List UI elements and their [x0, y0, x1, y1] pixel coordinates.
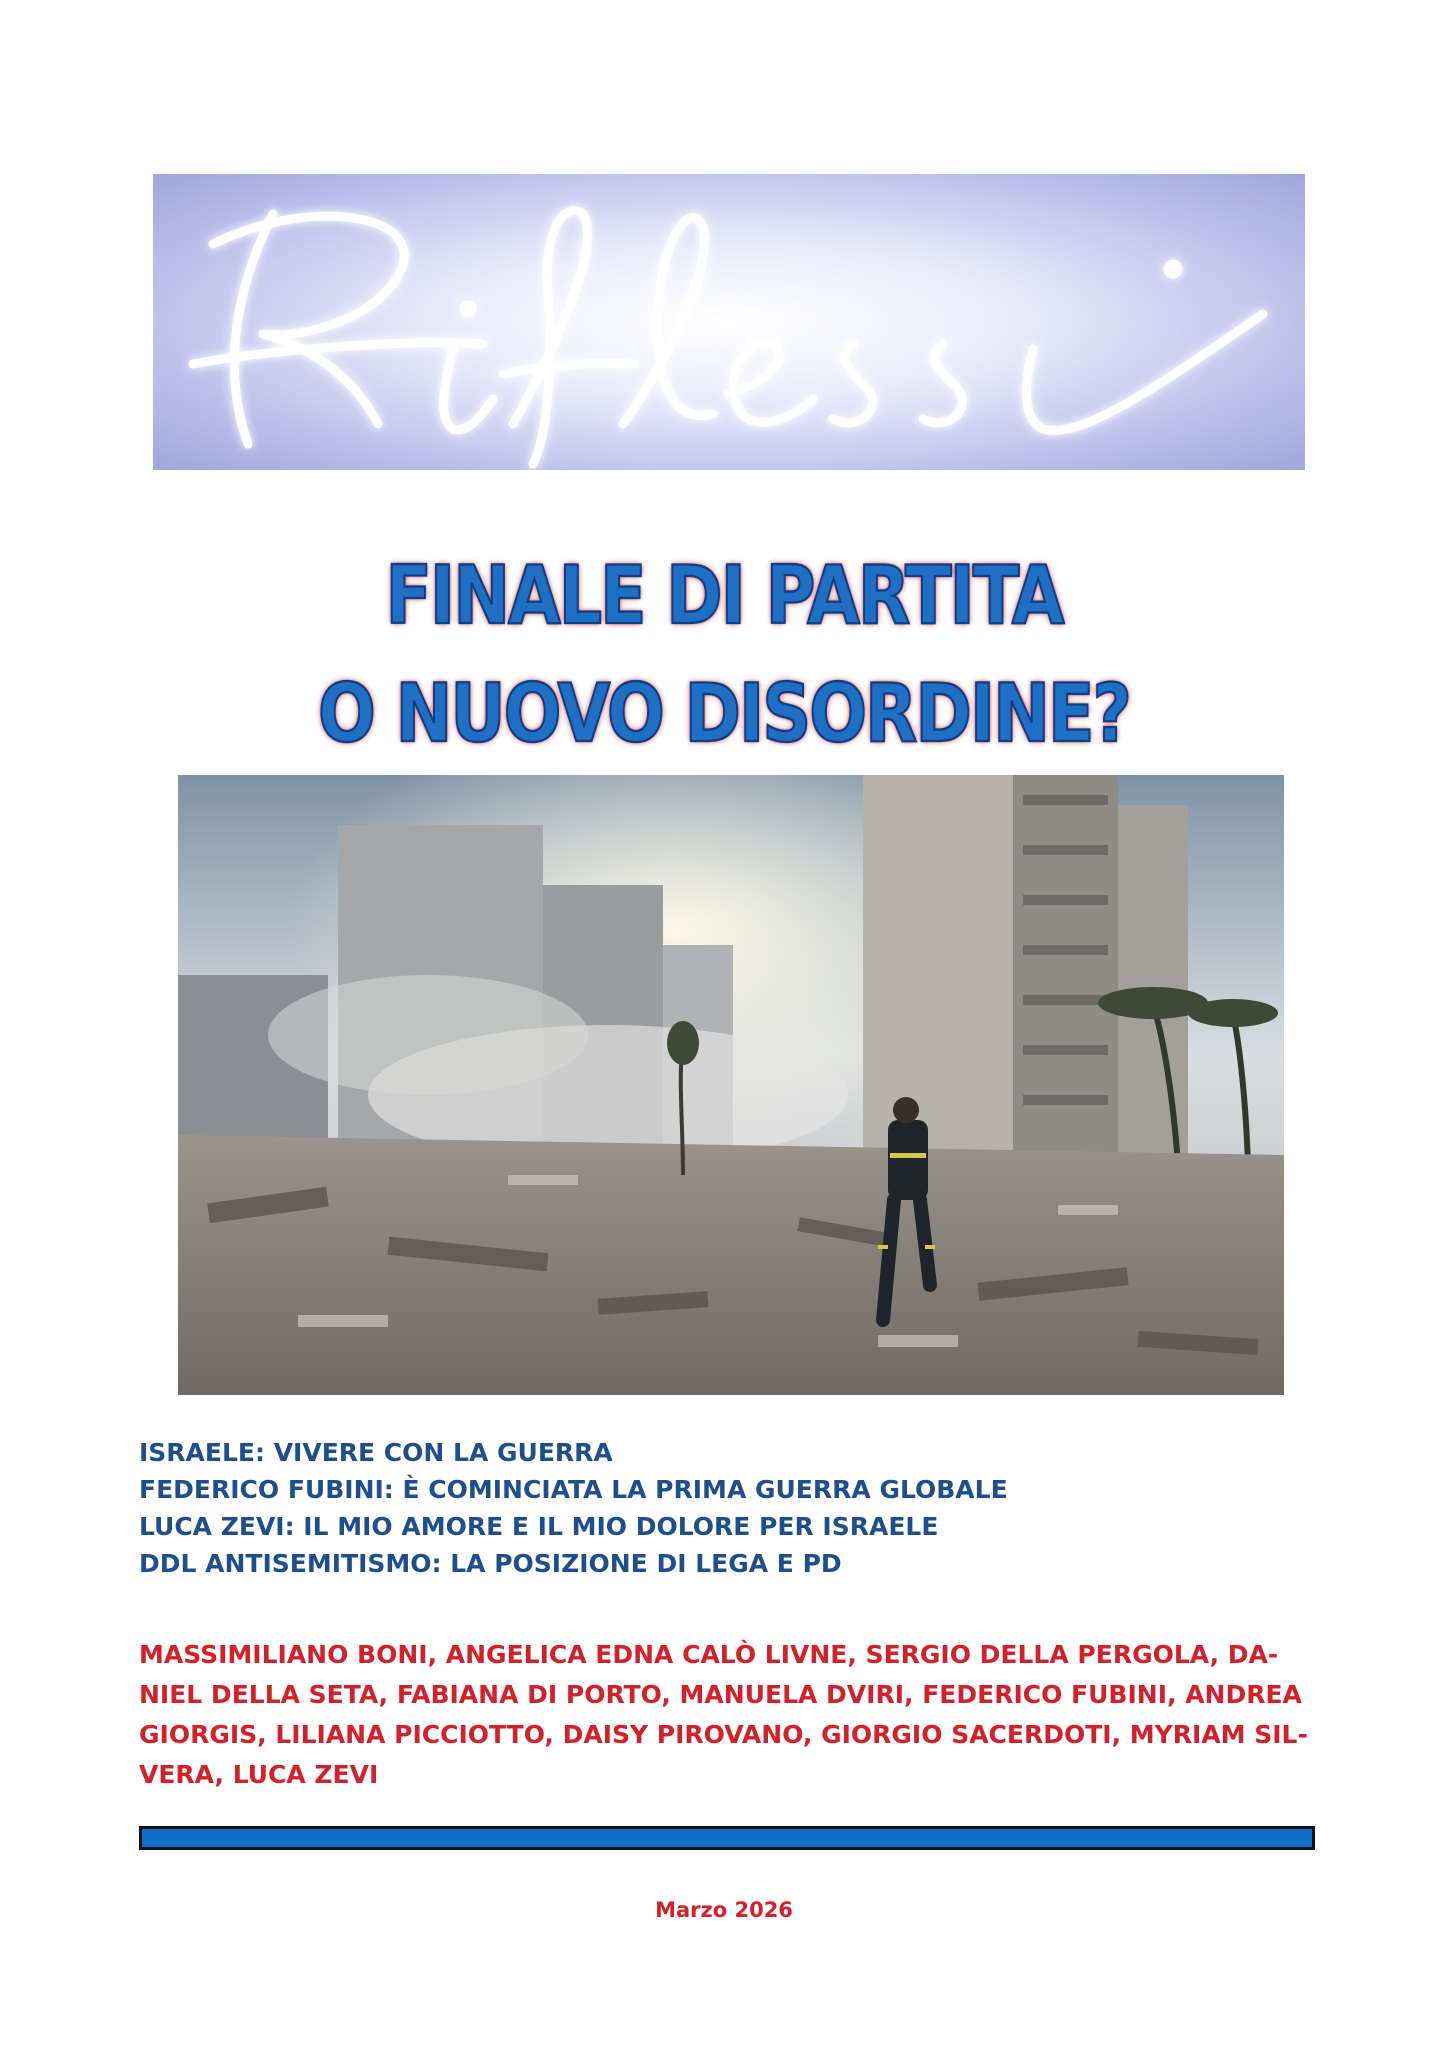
divider-bar — [139, 1826, 1315, 1850]
topic-item: ISRAELE: VIVERE CON LA GUERRA — [139, 1438, 613, 1467]
cover-headline — [0, 538, 1448, 774]
authors-line: NIEL DELLA SETA, FABIANA DI PORTO, MANUELA DVIRI, FEDERICO FUBINI, ANDREA — [139, 1680, 1302, 1709]
headline-line-1: FINALE DI PARTITA — [385, 549, 1063, 644]
topic-item: DDL ANTISEMITISMO: LA POSIZIONE DI LEGA E PD — [139, 1549, 842, 1578]
topics-list — [139, 1434, 1339, 1582]
authors-list — [139, 1635, 1319, 1795]
headline-line-2: O NUOVO DISORDINE? — [318, 667, 1130, 762]
destroyed-city-photo — [178, 775, 1284, 1395]
topic-item: FEDERICO FUBINI: È COMINCIATA LA PRIMA GUERRA GLOBALE — [139, 1475, 1008, 1504]
authors-line: VERA, LUCA ZEVI — [139, 1760, 379, 1789]
authors-line: GIORGIS, LILIANA PICCIOTTO, DAISY PIROVANO, GIORGIO SACERDOTI, MYRIAM SIL- — [139, 1720, 1308, 1749]
cover-photo — [178, 775, 1284, 1395]
masthead-logo — [153, 174, 1305, 470]
logo-script-icon — [153, 174, 1305, 470]
issue-date: Marzo 2026 — [655, 1898, 793, 1922]
authors-line: MASSIMILIANO BONI, ANGELICA EDNA CALÒ LIVNE, SERGIO DELLA PERGOLA, DA- — [139, 1640, 1279, 1669]
topic-item: LUCA ZEVI: IL MIO AMORE E IL MIO DOLORE PER ISRAELE — [139, 1512, 939, 1541]
